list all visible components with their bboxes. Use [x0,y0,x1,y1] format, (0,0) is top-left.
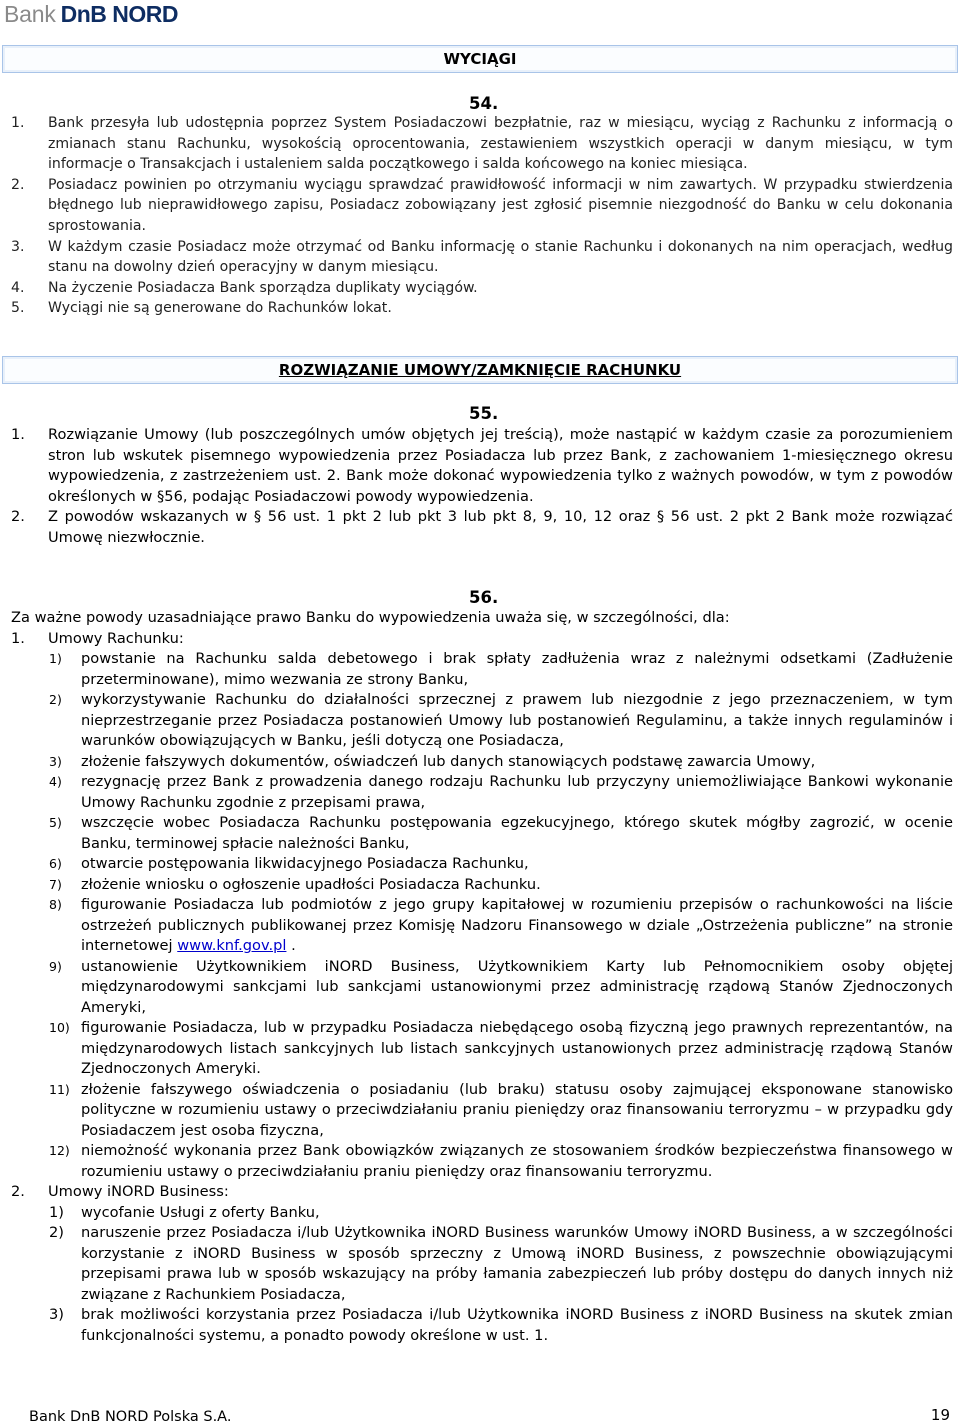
group-title: Umowy Rachunku: [48,629,184,647]
sub-item [11,813,953,854]
sub-item-number: 5) [49,815,62,830]
sub-item-text: otwarcie postępowania likwidacyjnego Posiadacza Rachunku, [81,855,529,872]
sub-item [11,1223,953,1305]
item-number: 4. [11,279,25,296]
section-title-box-wyciagi [2,45,958,73]
sub-item [11,1305,953,1346]
sub-item [11,1080,953,1142]
paragraph-number: 55. [469,404,499,423]
sub-item-text: złożenie fałszywego oświadczenia o posiadaniu (lub braku) statusu osoby zajmującej eksponowane stanowisko polityczne w rozumieniu ustawy o przeciwdziałaniu praniu pieniędzy oraz finansowaniu terroryzmu – w przypadku gdy Posiadaczem jest osoba fizyczna, [81,1080,953,1139]
sub-item-text: złożenie fałszywych dokumentów, oświadczeń lub danych stanowiących podstawę zawarcia Umowy, [81,752,816,770]
section-title-box-rozwiazanie [2,356,958,384]
sub-item-number: 2) [49,692,62,707]
item-number: 3. [11,238,25,255]
item-text: W każdym czasie Posiadacz może otrzymać od Banku informację o stanie Rachunku i dokonanych na nim operacjach, według stanu na dowolny dzień operacyjny w danym miesiącu. [48,238,953,276]
sub-item-text: wykorzystywanie Rachunku do działalności sprzecznej z prawem lub niezgodnie z jego przeznaczeniem, w tym nieprzestrzeganie przez Posiadacza postanowień Umowy lub postanowień Regulaminu, a także innych regulaminów i warunków obowiązujących w Banku, jeśli dotyczą one Posiadacza, [81,691,953,749]
list-item [11,237,953,278]
item-number: 5. [11,300,25,317]
sub-item-text-wrapper [81,895,953,957]
sub-item-text: wszczęcie wobec Posiadacza Rachunku postępowania egzekucyjnego, którego skutek mógłby zagrozić, w ocenie Banku, terminowej spłacie należności Banku, [81,814,953,852]
group-number: 2. [11,1183,25,1200]
list-item [11,507,953,548]
item-text: Posiadacz powinien po otrzymaniu wyciągu sprawdzać prawidłowość informacji w nim zawartych. W przypadku stwierdzenia błędnego lub nieprawidłowego zapisu, Posiadacz zobowiązany jest zgłosić pisemnie niezgodność do Banku w celu dokonania sprostowania. [48,176,953,234]
sub-item-text: ustanowienie Użytkownikiem iNORD Business, Użytkownikiem Karty lub Pełnomocnikiem osoby objętej międzynarodowymi sankcjami lub sankcjami ustanowionymi przez administrację rządową Stanów Zjednoczonych Ameryki, [81,957,953,1016]
group-number: 1. [11,629,25,647]
sub-item-text: naruszenie przez Posiadacza i/lub Użytkownika iNORD Business warunków Umowy iNORD Business, a w szczególności korzystanie z iNORD Business w sposób sprzeczny z Umową iNORD Business, z powszechnie obowiązującymi przepisami prawa lub w sposób wskazujący na próby łamania zabezpieczeń lub próby dostępu do danych innych niż związane z Rachunkiem Posiadacza, [81,1224,953,1303]
paragraph-number: 54. [469,94,499,113]
sub-item-number: 1) [49,1203,64,1221]
sub-item-number: 11) [49,1081,70,1097]
logo-bank-text: Bank [4,1,56,27]
page-number: 19 [930,1406,950,1424]
sub-item-number: 2) [49,1224,64,1241]
sub-item-number: 3) [49,1306,64,1323]
sub-item-number: 1) [49,651,62,666]
sub-item-text: figurowanie Posiadacza lub podmiotów z jego grupy kapitałowej w rozumieniu przepisów o rachunkowości na liście ostrzeżeń publicznych publikowanej przez Komisję Nadzoru Finansowego w dziale „Ostrzeżenia publiczne” na stronie internetowej [81,896,953,954]
sub-item-text: niemożność wykonania przez Bank obowiązków związanych ze stosowaniem środków bezpieczeństwa finansowego w rozumieniu ustawy o przeciwdziałaniu praniu pieniędzy oraz finansowaniu terroryzmu. [81,1142,953,1180]
list-item [11,278,953,299]
group-title: Umowy iNORD Business: [48,1183,229,1200]
group-heading [11,629,953,650]
list-item [11,425,953,507]
sub-item-number: 12) [49,1143,70,1158]
group-heading [11,1182,953,1203]
list-item [11,298,953,319]
section-body-rozwiazanie [11,425,953,548]
sub-item-text: rezygnację przez Bank z prowadzenia danego rodzaju Rachunku lub przyczyny uniemożliwiające Bankowi wykonanie Umowy Rachunku zgodnie z przepisami prawa, [81,773,953,811]
sub-item-number: 6) [49,856,62,871]
sub-item [11,772,953,813]
item-text: Bank przesyła lub udostępnia poprzez System Posiadaczowi bezpłatnie, raz w miesiącu, wyciąg z Rachunku z informacją o zmianach stanu Rachunku, wysokością oprocentowania, zestawieniem wszystkich operacji w danym miesiącu, w tym informacje o Transakcjach i ustaleniem salda początkowego i salda końcowego na koniec miesiąca. [48,115,953,173]
sub-item-number: 4) [49,774,62,789]
item-number: 1. [11,426,25,443]
section-title: ROZWIĄZANIE UMOWY/ZAMKNIĘCIE RACHUNKU [278,361,682,379]
sub-item [11,690,953,752]
logo-brand-text: DnB NORD [60,1,179,27]
list-item [11,113,953,175]
item-text: Na życzenie Posiadacza Bank sporządza duplikaty wyciągów. [48,279,478,296]
item-text: Z powodów wskazanych w § 56 ust. 1 pkt 2 lub pkt 3 lub pkt 8, 9, 10, 12 oraz § 56 ust. 2 pkt 2 Bank może rozwiązać Umowę niezwłocznie. [48,508,953,546]
sub-item-number: 3) [49,753,62,769]
bank-logo [4,1,178,27]
sub-item-number: 7) [49,876,62,892]
sub-item-number: 10) [49,1020,70,1035]
sub-item-text: brak możliwości korzystania przez Posiadacza i/lub Użytkownika iNORD Business z iNORD Business na skutek zmian funkcjonalności systemu, a ponadto powody określone w ust. 1. [81,1306,953,1344]
sub-item [11,1203,953,1224]
sub-item-text: wycofanie Usługi z oferty Banku, [81,1203,320,1221]
item-text: Rozwiązanie Umowy (lub poszczególnych umów objętych jej treścią), może nastąpić w każdym czasie za porozumieniem stron lub wskutek pisemnego wypowiedzenia przez Posiadacza lub przez Bank, z zachowaniem 1-miesięcznego okresu wypowiedzenia, z zastrzeżeniem ust. 2. Bank może dokonać wypowiedzenia tylko z ważnych powodów, w tym z powodów określonych w §56, podając Posiadaczowi powody wypowiedzenia. [48,426,953,505]
item-number: 2. [11,176,25,193]
item-number: 1. [11,115,25,131]
knf-link[interactable]: www.knf.gov.pl [177,937,287,954]
sub-item [11,1141,953,1182]
sub-item [11,1018,953,1080]
item-number: 2. [11,508,25,525]
section-body-wyciagi [11,113,953,319]
section-body-powody [11,608,953,1346]
sub-item-text: złożenie wniosku o ogłoszenie upadłości Posiadacza Rachunku. [81,875,541,893]
sub-item-text: figurowanie Posiadacza, lub w przypadku Posiadacza niebędącego osobą fizyczną jego prawnych reprezentantów, na międzynarodowych listach sankcyjnych lub listach sankcyjnych ustanowionych przez administrację rządową Stanów Zjednoczonych Ameryki. [81,1019,953,1077]
sub-item [11,895,953,957]
sub-item-text: powstanie na Rachunku salda debetowego i brak spłaty zadłużenia wraz z należnymi odsetkami (Zadłużenie przeterminowane), mimo wezwania ze strony Banku, [81,650,953,688]
sub-item-number: 9) [49,958,62,974]
list-item [11,175,953,237]
sub-item-number: 8) [49,897,62,912]
sub-item-tail: . [286,937,296,954]
sub-item [11,649,953,690]
intro-text: Za ważne powody uzasadniające prawo Banku do wypowiedzenia uważa się, w szczególności, dla: [11,609,730,626]
section-title: WYCIĄGI [443,50,517,68]
sub-item [11,854,953,875]
item-text: Wyciągi nie są generowane do Rachunków lokat. [48,300,392,317]
sub-item [11,957,953,1019]
sub-item [11,752,953,773]
footer-company: Bank DnB NORD Polska S.A. [29,1409,232,1425]
sub-item [11,875,953,896]
paragraph-number: 56. [469,588,499,607]
